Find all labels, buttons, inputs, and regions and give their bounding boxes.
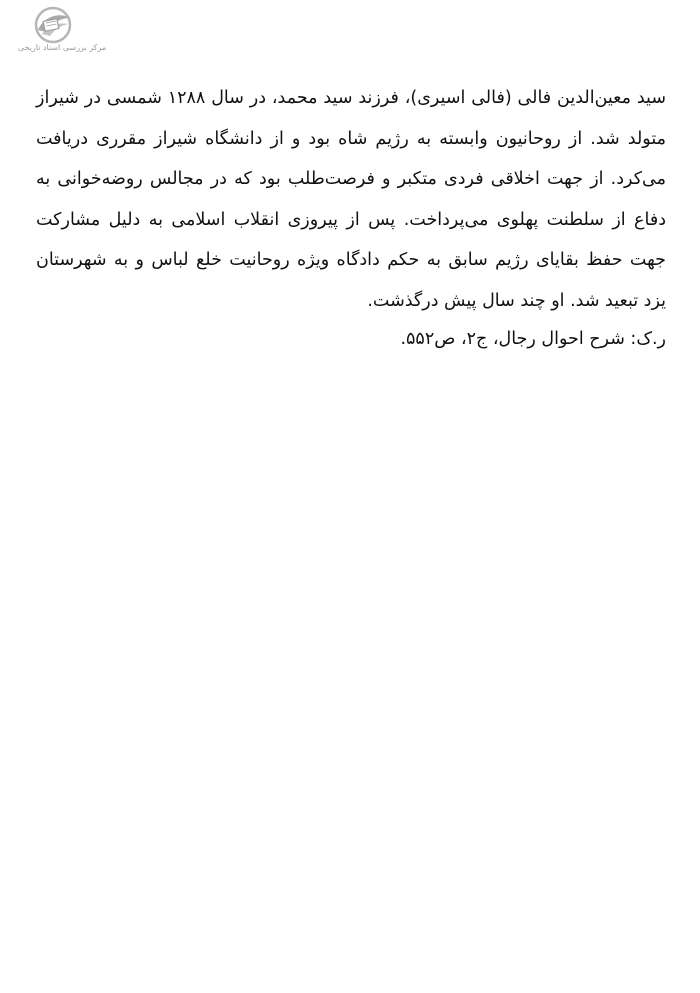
biography-paragraph: سید معین‌الدین فالی (فالی اسیری)، فرزند سید محمد، در سال ۱۲۸۸ شمسی در شیراز متولد شد. از روحانیون وابسته به رژیم شاه بود و از دانشگاه شیراز مقرری دریافت می‌کرد. از جهت اخلاقی فردی متکبر و فرصت‌طلب بود که در مجالس روضه‌خوانی به دفاع از سلطنت پهلوی می‌پرداخت. پس از پیروزی انقلاب اسلامی به دلیل مشارکت جهت حفظ بقایای رژیم سابق به حکم دادگاه ویژه روحانیت خلع لباس و به شهرستان یزد تبعید شد. او چند سال پیش درگذشت. — [36, 88, 666, 311]
document-body — [36, 78, 666, 357]
logo-emblem-icon — [26, 6, 80, 44]
logo-caption: مرکز بررسی اسناد تاریخی — [17, 43, 107, 52]
archive-logo — [6, 6, 118, 56]
source-reference: ر.ک: شرح احوال رجال، ج۲، ص۵۵۲. — [400, 329, 666, 349]
